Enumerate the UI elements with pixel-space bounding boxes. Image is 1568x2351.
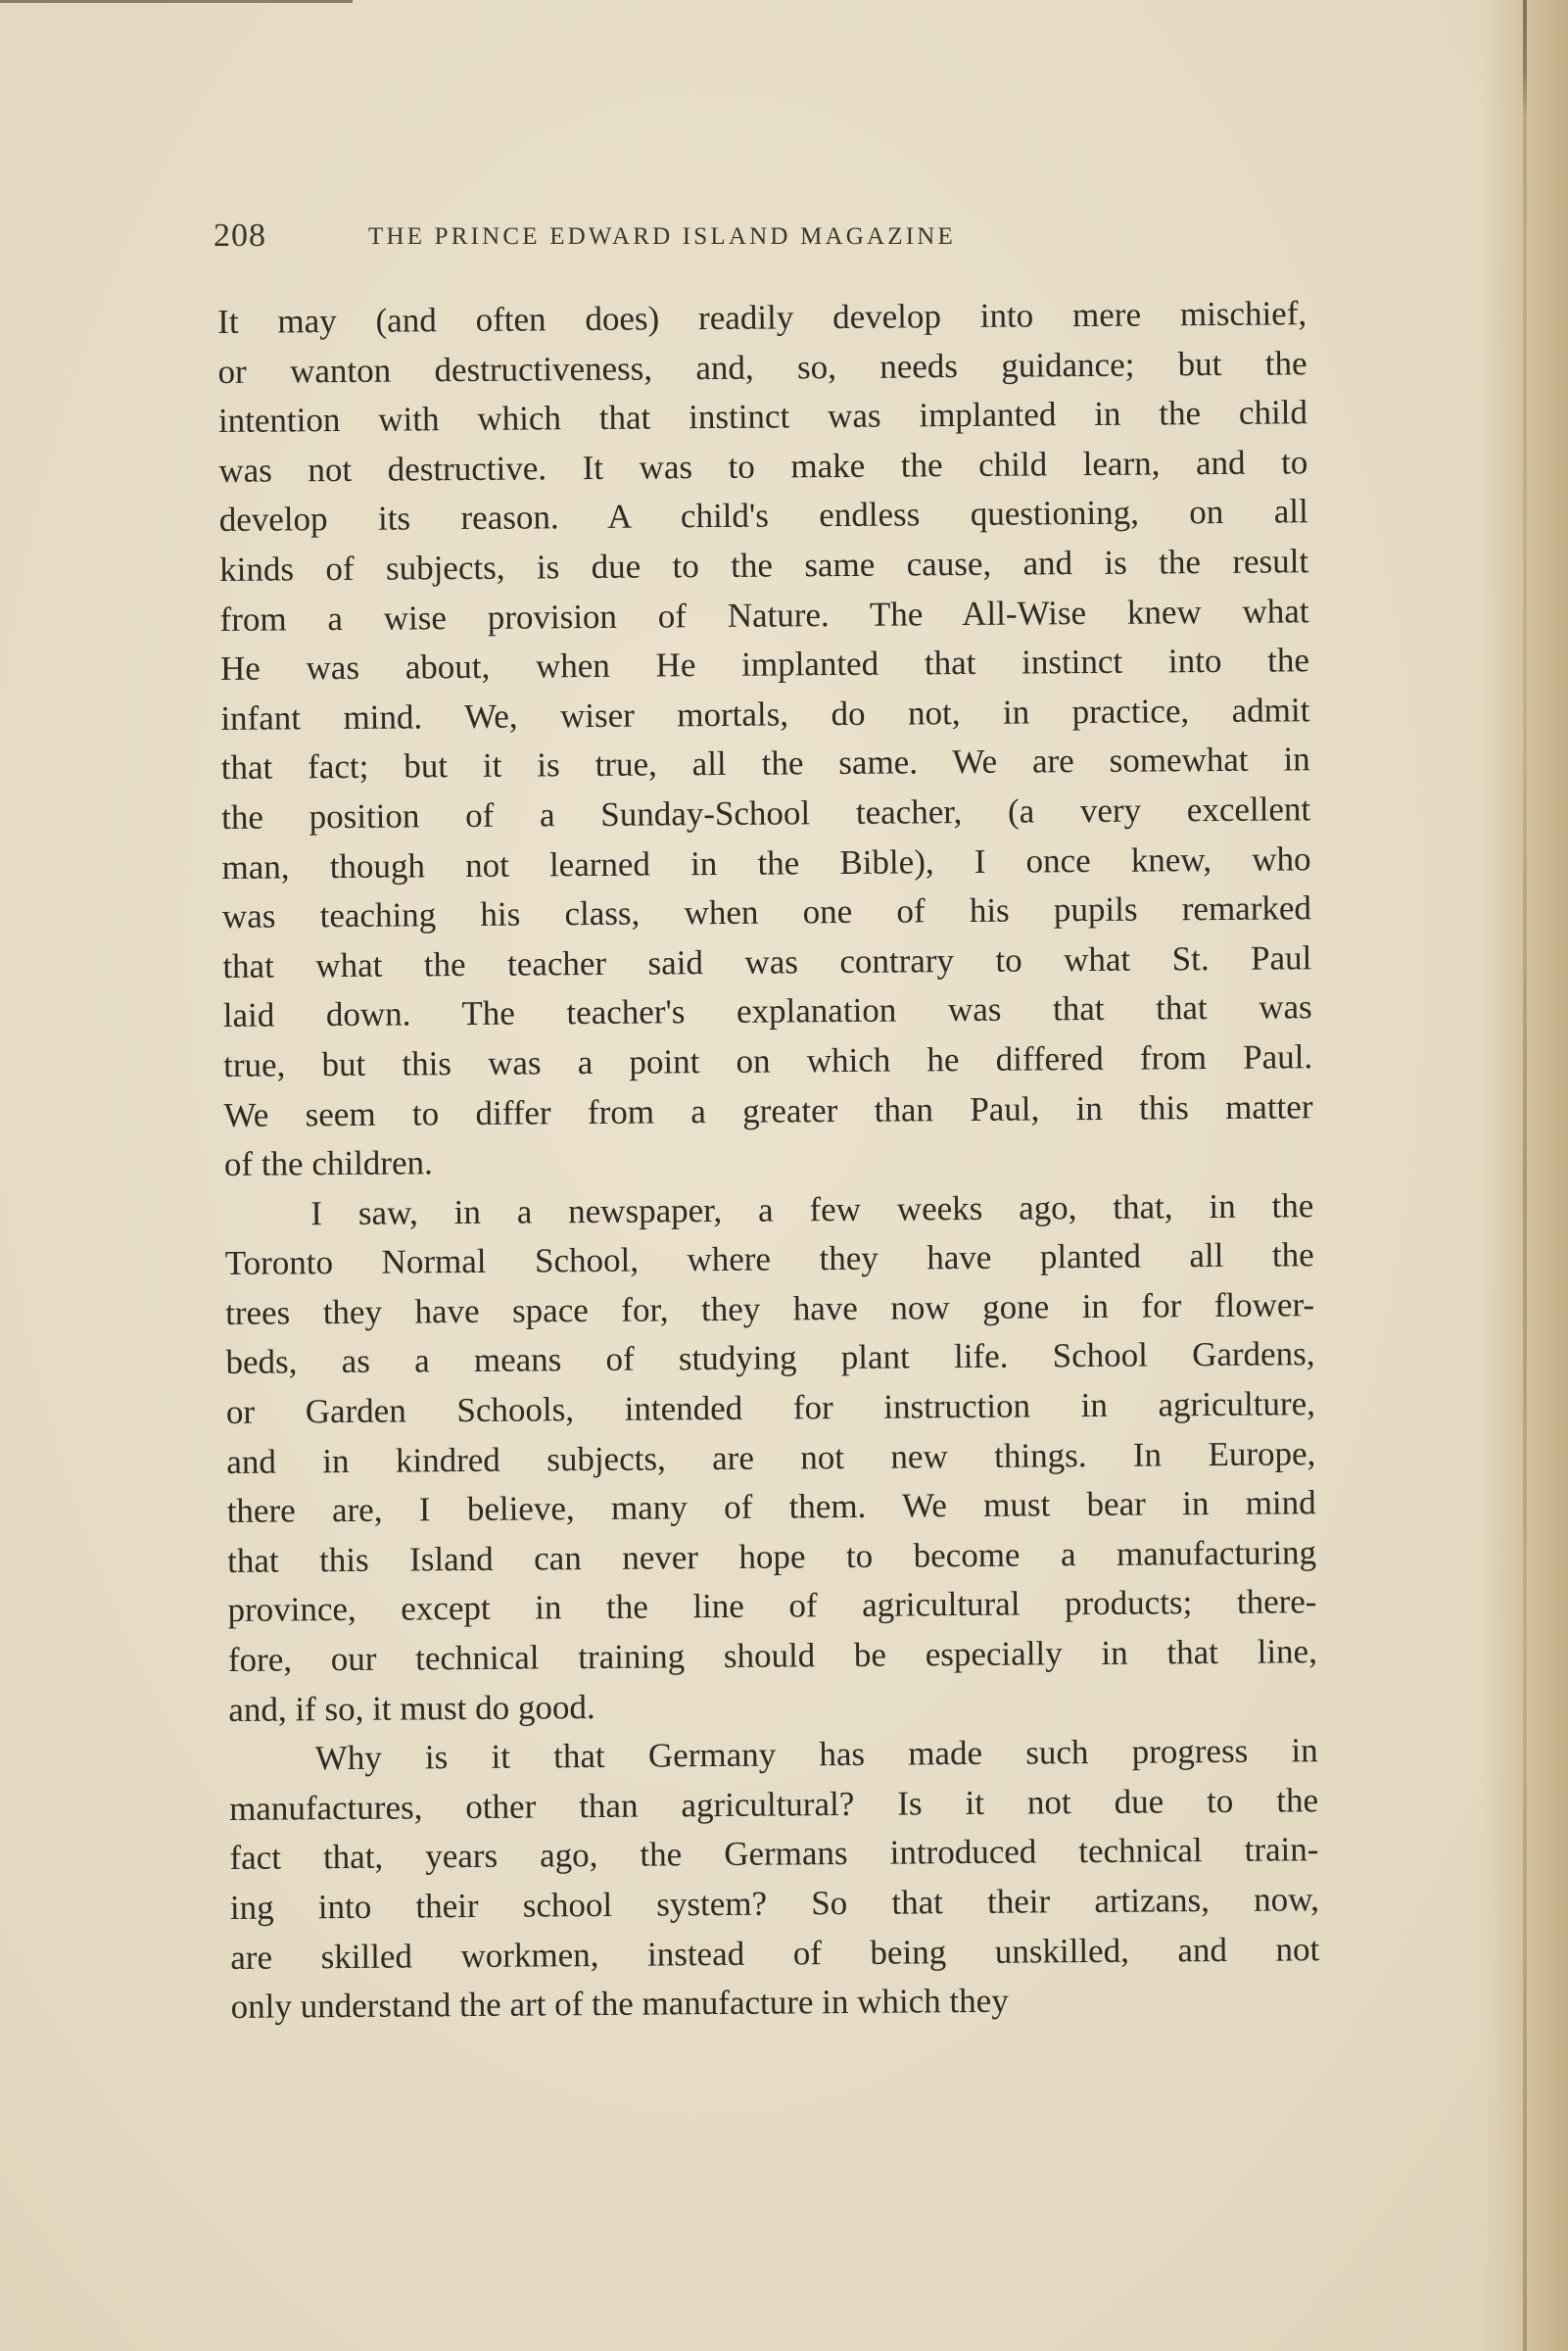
running-title: THE PRINCE EDWARD ISLAND MAGAZINE — [368, 223, 957, 250]
text-line: It may (and often does) readily develop into mere mischief, — [217, 294, 1307, 341]
text-line: ing into their school system? So that their artizans, now, — [229, 1880, 1320, 1927]
paragraph — [217, 289, 1313, 1189]
text-line: that fact; but it is true, all the same. We are somewhat in — [220, 740, 1310, 788]
text-line: beds, as a means of studying plant life. School Gardens, — [225, 1334, 1315, 1382]
text-line: or wanton destructiveness, and, so, needs guidance; but the — [217, 343, 1307, 391]
text-line: and in kindred subjects, are not new things. In Europe, — [226, 1433, 1316, 1481]
paragraph — [228, 1727, 1320, 2033]
text-line: that what the teacher said was contrary to what St. Paul — [222, 937, 1312, 985]
text-line: or Garden Schools, intended for instruction in agriculture, — [225, 1384, 1316, 1432]
text-line: from a wise provision of Nature. The All-Wise knew what — [219, 591, 1309, 639]
binding-edge — [1523, 0, 1527, 2351]
text-line: Why is it that Germany has made such progress in — [314, 1731, 1318, 1778]
text-line: that this Island can never hope to become a manufacturing — [226, 1533, 1317, 1580]
top-edge-rule — [0, 0, 353, 3]
text-line: He was about, when He implanted that instinct into the — [219, 641, 1310, 689]
body-text — [217, 289, 1320, 2032]
text-line: there are, I believe, many of them. We must bear in mind — [226, 1483, 1316, 1531]
text-line: develop its reason. A child's endless questioning, on all — [218, 492, 1308, 540]
text-line: manufactures, other than agricultural? Is it not due to the — [228, 1781, 1319, 1828]
text-line: of the children. — [223, 1143, 433, 1184]
page-number: 208 — [214, 217, 266, 254]
text-line: fore, our technical training should be especially in that line, — [227, 1632, 1318, 1679]
text-line: man, though not learned in the Bible), I once knew, who — [221, 839, 1311, 887]
text-line: was not destructive. It was to make the child learn, and to — [218, 443, 1308, 490]
text-line: Toronto Normal School, where they have planted all the — [224, 1235, 1314, 1283]
text-line: province, except in the line of agricultural products; there- — [227, 1582, 1317, 1630]
text-line: true, but this was a point on which he differed from Paul. — [222, 1037, 1313, 1084]
text-line: are skilled workmen, instead of being unskilled, and not — [230, 1929, 1320, 1977]
text-line: and, if so, it must do good. — [228, 1687, 595, 1729]
text-line: laid down. The teacher's explanation was that that was — [222, 987, 1312, 1035]
text-line: intention with which that instinct was implanted in the child — [217, 393, 1308, 441]
text-line: I saw, in a newspaper, a few weeks ago, that, in the — [310, 1185, 1314, 1232]
text-line: the position of a Sunday-School teacher, (a very excellent — [221, 790, 1311, 837]
text-line: We seem to differ from a greater than Paul, in this matter — [223, 1086, 1313, 1134]
text-line: only understand the art of the manufacture in which they — [230, 1981, 1009, 2027]
text-line: kinds of subjects, is due to the same cause, and is the result — [219, 542, 1309, 589]
paragraph — [224, 1181, 1318, 1735]
text-line: trees they have space for, they have now gone in for flower- — [224, 1285, 1315, 1332]
text-line: infant mind. We, wiser mortals, do not, in practice, admit — [220, 691, 1310, 738]
text-line: fact that, years ago, the Germans introduced technical train- — [229, 1830, 1319, 1878]
text-line: was teaching his class, when one of his pupils remarked — [221, 888, 1312, 936]
running-header — [214, 217, 1193, 261]
